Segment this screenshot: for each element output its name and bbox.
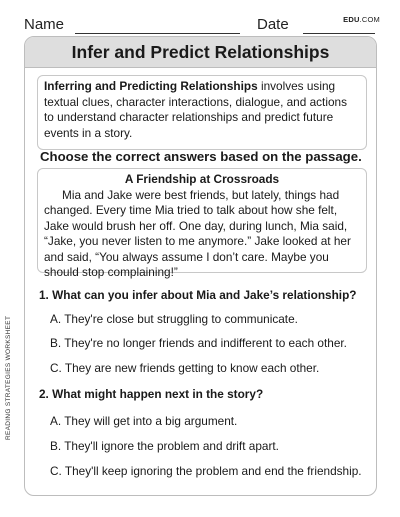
brand-main: EDU <box>343 15 360 24</box>
intro-box <box>37 75 367 150</box>
question-2: 2. What might happen next in the story? <box>39 387 264 401</box>
name-label: Name <box>24 16 65 33</box>
instruction-text: Choose the correct answers based on the passage. <box>40 149 362 164</box>
passage-title: A Friendship at Crossroads <box>124 172 280 186</box>
side-category-label: READING STRATEGIES WORKSHEET <box>5 315 12 440</box>
question-2-option-a[interactable]: A. They will get into a big argument. <box>50 414 238 428</box>
brand-suffix: .COM <box>359 15 380 24</box>
question-1: 1. What can you infer about Mia and Jake’s relationship? <box>39 288 357 302</box>
date-line[interactable] <box>303 33 375 34</box>
question-2-option-c[interactable]: C. They'll keep ignoring the problem and end the friendship. <box>50 464 362 478</box>
name-line[interactable] <box>75 33 240 34</box>
question-2-option-b[interactable]: B. They'll ignore the problem and drift apart. <box>50 439 279 453</box>
intro-term: Inferring and Predicting Relationships <box>44 79 258 93</box>
intro-text: involves using textual clues, character interactions, dialogue, and actions to understand character relationships and predict future events in a story. <box>44 79 347 140</box>
brand-logo <box>343 15 380 24</box>
question-1-option-b[interactable]: B. They're no longer friends and indifferent to each other. <box>50 336 347 350</box>
question-1-option-a[interactable]: A. They're close but struggling to communicate. <box>50 312 298 326</box>
passage-box <box>37 168 367 279</box>
worksheet-title: Infer and Predict Relationships <box>71 41 330 62</box>
worksheet-header <box>0 12 400 38</box>
worksheet-card <box>24 36 377 496</box>
passage-body: Mia and Jake were best friends, but lately, things had changed. Every time Mia tried to talk about how she felt, Jake would brush her off. One day, during lunch, Mia said, “Jake, you never listen to me anymore.” Jake looked at her and said, “You always assume I don’t care. Maybe you should stop complaining!” <box>44 187 351 279</box>
question-1-option-c[interactable]: C. They are new friends getting to know each other. <box>50 361 320 375</box>
date-label: Date <box>257 16 289 33</box>
title-bar <box>25 37 376 68</box>
